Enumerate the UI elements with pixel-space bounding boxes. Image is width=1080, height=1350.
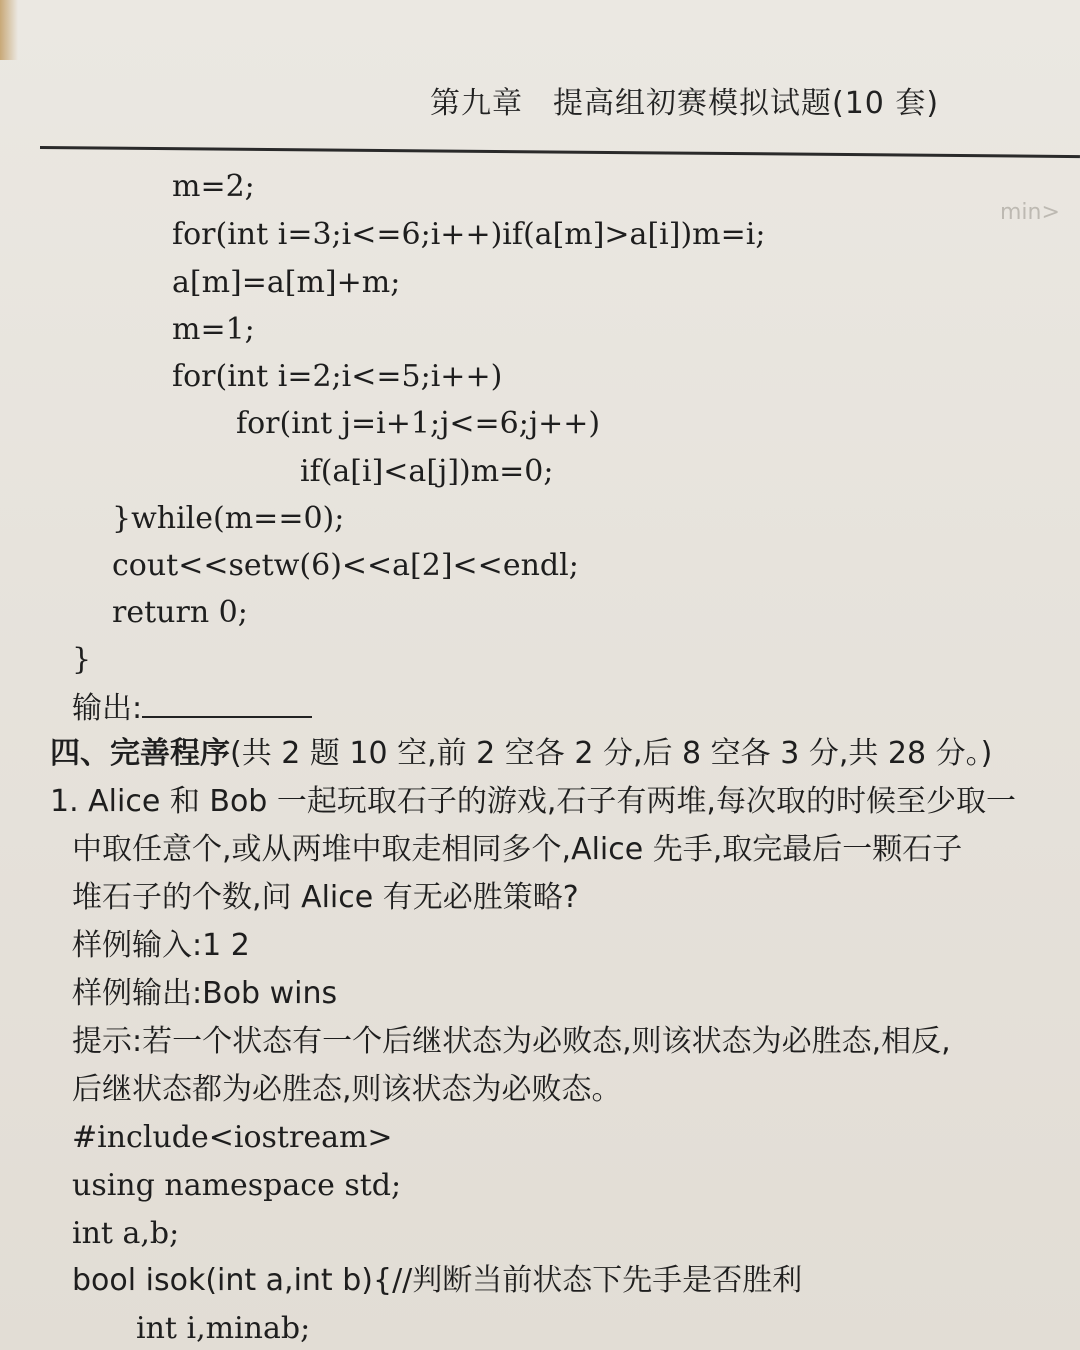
problem-text: 1. Alice 和 Bob 一起玩取石子的游戏,石子有两堆,每次取的时候至少取一: [50, 784, 1016, 819]
code-line: using namespace std;: [72, 1168, 402, 1203]
code-line: }while(m==0);: [112, 501, 345, 536]
output-line: [72, 690, 312, 728]
section-title: 四、完善程序: [50, 736, 230, 771]
section-heading: [50, 735, 992, 773]
page-header: [430, 78, 939, 122]
code-line: int a,b;: [72, 1216, 180, 1251]
code-line: }: [72, 642, 92, 677]
output-label: 输出:: [72, 691, 143, 726]
sample-input: 样例输入:1 2: [72, 928, 250, 963]
problem-text: 中取任意个,或从两堆中取走相同多个,Alice 先手,取完最后一颗石子: [72, 832, 963, 867]
code-line: for(int i=3;i<=6;i++)if(a[m]>a[i])m=i;: [172, 217, 766, 252]
code-line: #include<iostream>: [72, 1120, 393, 1155]
sample-output: 样例输出:Bob wins: [72, 976, 338, 1011]
code-line: return 0;: [112, 595, 248, 630]
code-line: m=1;: [172, 312, 255, 347]
code-line: if(a[i]<a[j])m=0;: [300, 454, 554, 489]
header-rule: [40, 146, 1080, 158]
code-line: for(int i=2;i<=5;i++): [172, 359, 503, 394]
code-line: int i,minab;: [136, 1311, 311, 1346]
page-edge-shadow: [0, 0, 18, 60]
code-line: for(int j=i+1;j<=6;j++): [236, 406, 601, 441]
chapter-label: 第九章: [430, 86, 523, 121]
chapter-title: 提高组初赛模拟试题(10 套): [553, 86, 940, 121]
answer-blank: [142, 690, 312, 718]
code-line: bool isok(int a,int b){//判断当前状态下先手是否胜利: [72, 1263, 803, 1298]
code-line: cout<<setw(6)<<a[2]<<endl;: [112, 548, 579, 583]
bleed-through-text: min>: [1000, 200, 1060, 225]
section-rule: (共 2 题 10 空,前 2 空各 2 分,后 8 空各 3 分,共 28 分。): [230, 736, 993, 771]
hint-text: 提示:若一个状态有一个后继状态为必败态,则该状态为必胜态,相反,: [72, 1024, 951, 1059]
code-line: a[m]=a[m]+m;: [172, 265, 401, 300]
problem-text: 堆石子的个数,问 Alice 有无必胜策略?: [72, 880, 579, 915]
hint-text: 后继状态都为必胜态,则该状态为必败态。: [72, 1072, 622, 1107]
code-line: m=2;: [172, 169, 255, 204]
